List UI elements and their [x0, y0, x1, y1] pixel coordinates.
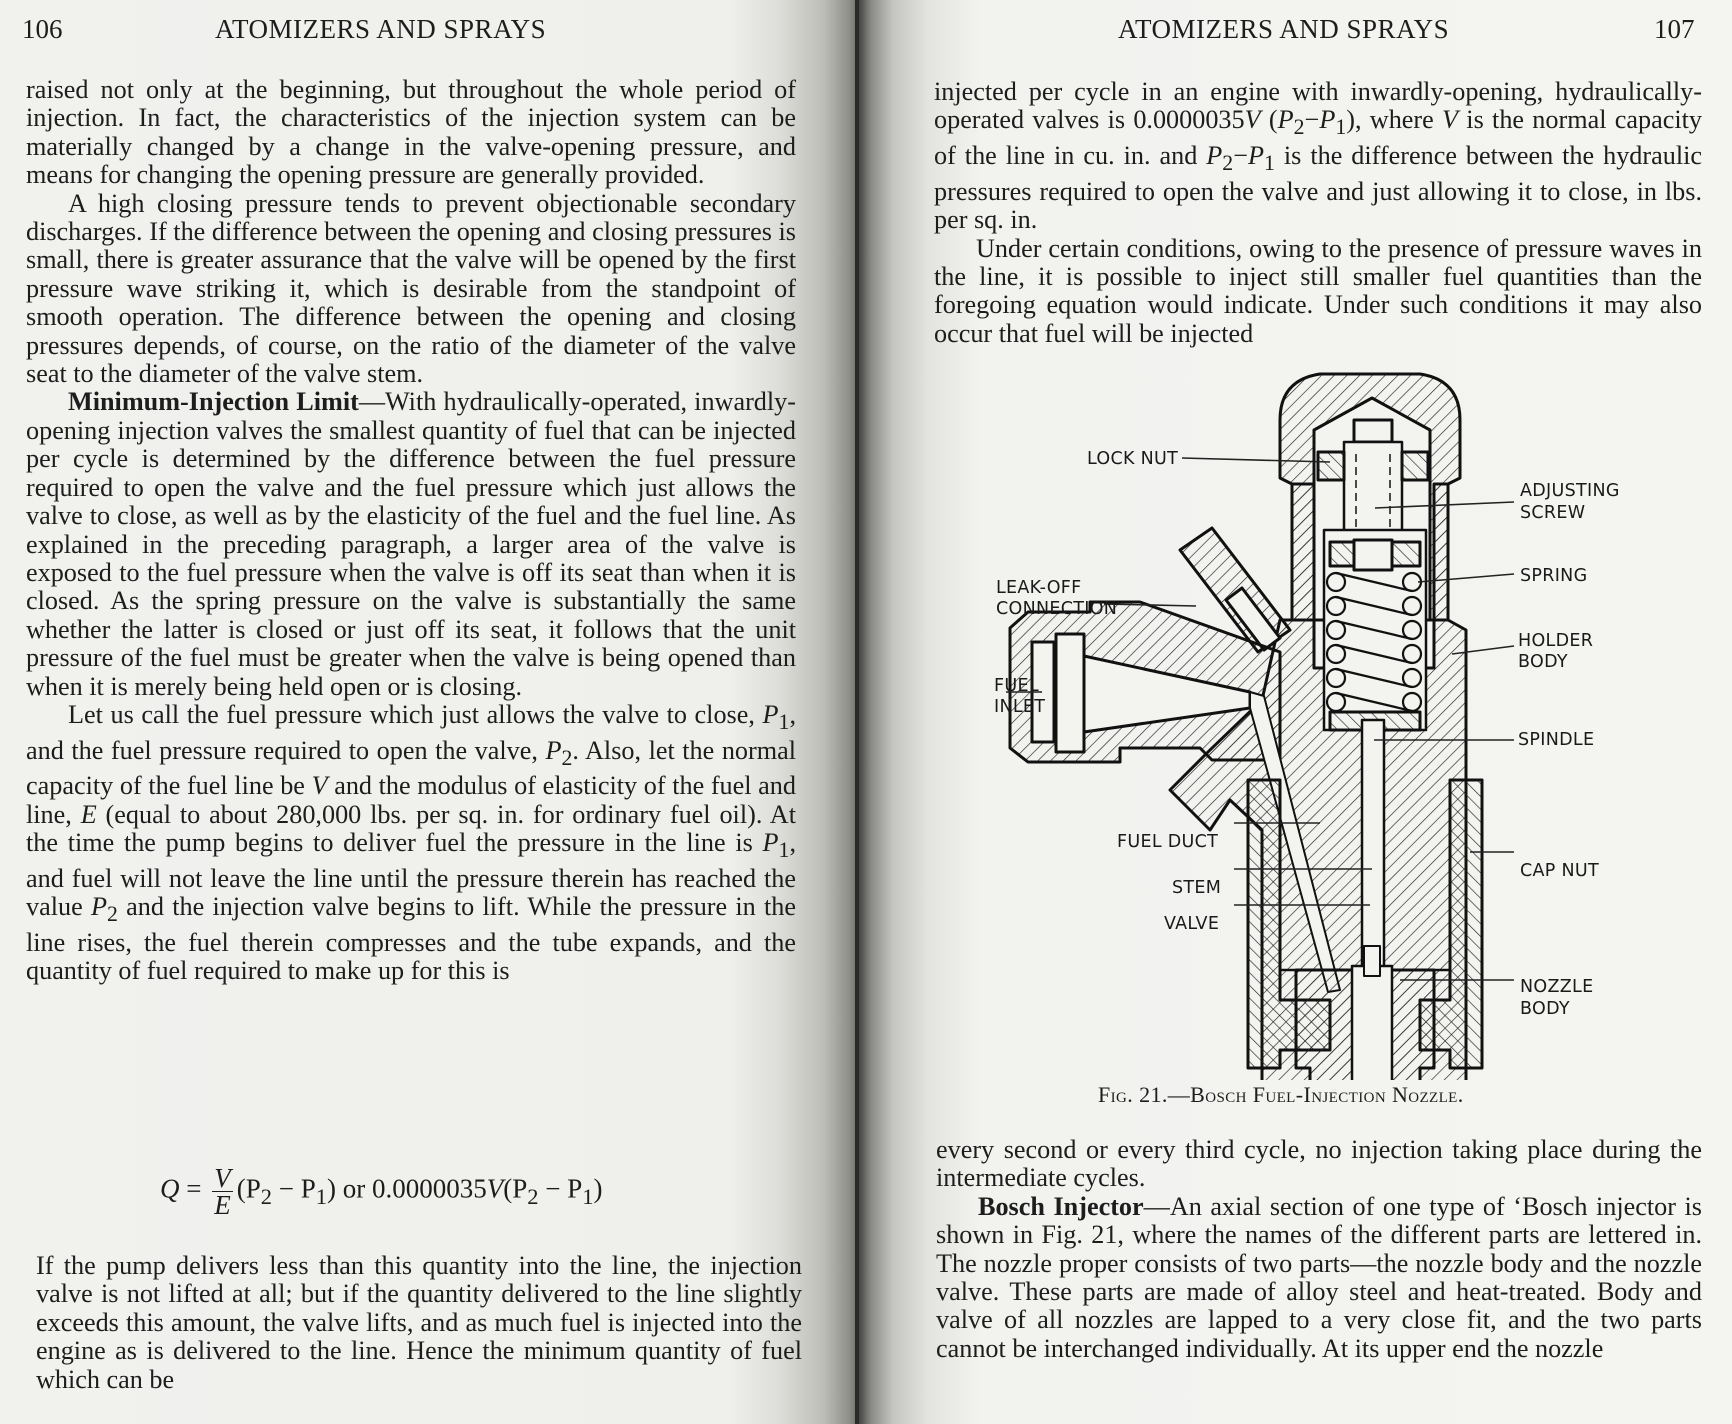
text-run: is the normal capacity of the line in cu. in. and: [934, 105, 1702, 171]
running-head-left: ATOMIZERS AND SPRAYS: [215, 14, 547, 44]
label-leak-off-2: CONNECTION: [996, 599, 1118, 619]
text-run: (equal to about 280,000 lbs. per sq. in. for ordinary fuel oil). At the time the pump begins to deliver fuel the pressure in the line is: [26, 799, 796, 858]
subscript: 2: [1293, 115, 1305, 140]
symbol: P: [1206, 141, 1223, 171]
label-valve: VALVE: [1164, 914, 1220, 934]
text-run: is the difference between the hydraulic pressures required to open the valve and just allowing it to close, in lbs. per sq. in.: [934, 141, 1702, 235]
right-text-column-top: [934, 78, 1702, 348]
symbol: P: [1277, 105, 1294, 135]
subscript: 2: [1222, 151, 1234, 176]
label-stem: STEM: [1172, 878, 1222, 898]
text-run: Let us call the fuel pressure which just allows the valve to close,: [68, 699, 763, 729]
eq-term: − P: [538, 1173, 583, 1204]
label-nozzle-body-2: BODY: [1520, 999, 1570, 1019]
right-text-column-bottom: [936, 1136, 1702, 1363]
valve-stem: [1364, 946, 1380, 976]
text-run: and the injection valve begins to lift. While the pressure in the line rises, the fuel therein compresses and the tube expands, and the quantity of fuel required to make up for this is: [26, 892, 796, 986]
paragraph: every second or every third cycle, no injection taking place during the intermediate cycles.: [936, 1135, 1702, 1193]
section-text: —An axial section of one type of ‘Bosch injector is shown in Fig. 21, where the names of the different parts are lettered in. The nozzle proper consists of two parts—the nozzle body and the nozzle valve. These parts are made of alloy steel and heat-treated. Body and valve of all nozzles are lapped to a very close fit, and the two parts cannot be interchanged individually. At its upper end the nozzle: [936, 1191, 1702, 1363]
eq-sub: 1: [582, 1184, 594, 1210]
text-run: , and the fuel pressure required to open the valve,: [26, 699, 796, 765]
eq-equals-sign: =: [186, 1173, 209, 1204]
label-holder-body-2: BODY: [1518, 652, 1568, 672]
label-fuel-inlet-1: FUEL: [994, 676, 1039, 696]
symbol: P: [762, 699, 779, 729]
eq-term: ): [593, 1173, 603, 1204]
symbol: P: [762, 828, 779, 858]
symbol: P: [1247, 141, 1264, 171]
eq-symbol-v: V: [486, 1173, 504, 1204]
section-text: —With hydraulically-operated, inwardly-opening injection valves the smallest quantity of fuel that can be injected per cycle is determined by the difference between the fuel pressure required to open the valve and the fuel pressure which just allows the valve to close, as well as by the elasticity of the fuel and the fuel line. As explained in the preceding paragraph, a larger area of the valve is exposed to the fuel pressure when the valve is off its seat than when it is closed. As the spring pressure on the valve is substantially the same whether the latter is closed or just off its seat, it follows that the unit pressure of the fuel must be greater when the valve is being opened than when it is merely being held open or is closing.: [26, 387, 796, 701]
subscript: 2: [106, 902, 118, 927]
label-fuel-duct: FUEL DUCT: [1117, 832, 1219, 852]
page-number-left: 106: [22, 14, 63, 44]
eq-sub: 2: [260, 1184, 272, 1210]
nozzle-valve: [1352, 966, 1392, 1080]
symbol: V: [311, 771, 328, 801]
eq-term: − P: [272, 1173, 316, 1204]
equation: [160, 1165, 720, 1235]
text-run: injected per cycle in an engine with inwardly-opening, hydraulically-operated valves is 0.0000035: [934, 77, 1702, 135]
figure-caption: Fig. 21.—Bosch Fuel-Injection Nozzle.: [1098, 1082, 1464, 1107]
symbol: V: [1442, 105, 1459, 135]
label-nozzle-body-1: NOZZLE: [1520, 977, 1594, 997]
subscript: 2: [561, 745, 573, 770]
symbol: V: [1244, 105, 1261, 135]
label-leak-off-1: LEAK-OFF: [996, 578, 1082, 598]
left-text-column-bottom: [36, 1252, 802, 1394]
subscript: 1: [1335, 115, 1347, 140]
label-holder-body-1: HOLDER: [1518, 631, 1594, 651]
symbol: E: [80, 799, 97, 829]
text-run: . Also, let the normal capacity of the fuel line be: [26, 735, 796, 801]
paragraph: injected per cycle in an engine with inwardly-opening, hydraulically-operated valves is 0.0000035V $(P_2-P_1)$, where V is the normal capacity of the line in cu. in. and $P_2-P_1$ is the difference between the hydraulic pressures required to open the valve and just allowing it to close, in lbs. per sq. in.: [934, 77, 1702, 235]
text-run: and the modulus of elasticity of the fuel and line,: [26, 771, 796, 829]
text-run: ), where: [1346, 105, 1443, 135]
paragraph: Under certain conditions, owing to the presence of pressure waves in the line, it is possible to inject still smaller fuel quantities than the foregoing equation would indicate. Under such conditions it may also occur that fuel will be injected: [934, 233, 1702, 348]
eq-fraction: [212, 1165, 233, 1218]
label-lock-nut: LOCK NUT: [1087, 449, 1179, 469]
eq-numerator: V: [214, 1163, 231, 1193]
symbol: P: [545, 735, 562, 765]
eq-symbol-q: Q: [160, 1173, 180, 1204]
running-head-right: ATOMIZERS AND SPRAYS: [1118, 14, 1450, 44]
label-cap-nut: CAP NUT: [1520, 861, 1599, 881]
paragraph: raised not only at the beginning, but throughout the whole period of injection. In fact, the characteristics of the injection system can be materially changed by a change in the valve-opening pressure, and means for changing the opening pressure are generally provided.: [26, 75, 796, 190]
page-number-right: 107: [1654, 14, 1695, 44]
paragraph: If the pump delivers less than this quantity into the line, the injection valve is not lifted at all; but if the quantity delivered to the line slightly exceeds this amount, the valve lifts, and as much fuel is injected into the engine as is delivered to the line. Hence the minimum quantity of fuel which can be: [36, 1251, 802, 1394]
eq-term: or 0.0000035: [336, 1173, 487, 1204]
eq-denominator: E: [214, 1190, 231, 1220]
label-fuel-inlet-2: INLET: [994, 697, 1046, 717]
label-adjusting-screw-1: ADJUSTING: [1520, 481, 1620, 501]
symbol: P: [1319, 105, 1336, 135]
text-run: , and fuel will not leave the line until the pressure therein has reached the value: [26, 828, 796, 922]
paragraph-let-us-call: [26, 701, 796, 986]
eq-term: (P: [503, 1173, 528, 1204]
left-text-column: [26, 76, 796, 986]
eq-term: (P: [236, 1173, 261, 1204]
eq-term: ): [327, 1173, 336, 1204]
symbol: P: [90, 892, 107, 922]
paragraph: A high closing pressure tends to prevent objectionable secondary discharges. If the difference between the opening and closing pressures is small, there is greater assurance that the valve will be opened by the first pressure wave striking it, which is desirable from the standpoint of smooth operation. The difference between the opening and closing pressures depends, of course, on the ratio of the diameter of the valve seat to the diameter of the valve stem.: [26, 188, 796, 389]
subscript: 1: [1263, 151, 1275, 176]
text-run: (: [1260, 105, 1278, 135]
section-heading: Minimum-Injection Limit: [68, 387, 359, 417]
eq-sub: 2: [527, 1184, 539, 1210]
book-spine: [855, 0, 859, 1424]
paragraph-bosch-injector: [936, 1193, 1702, 1363]
subscript: 1: [778, 710, 790, 735]
paragraph-minimum-injection: [26, 388, 796, 700]
label-spring: SPRING: [1520, 566, 1588, 586]
section-heading: Bosch Injector: [978, 1191, 1144, 1221]
subscript: 1: [778, 838, 790, 863]
label-spindle: SPINDLE: [1518, 730, 1595, 750]
label-adjusting-screw-2: SCREW: [1520, 503, 1586, 523]
eq-sub: 1: [315, 1184, 327, 1210]
